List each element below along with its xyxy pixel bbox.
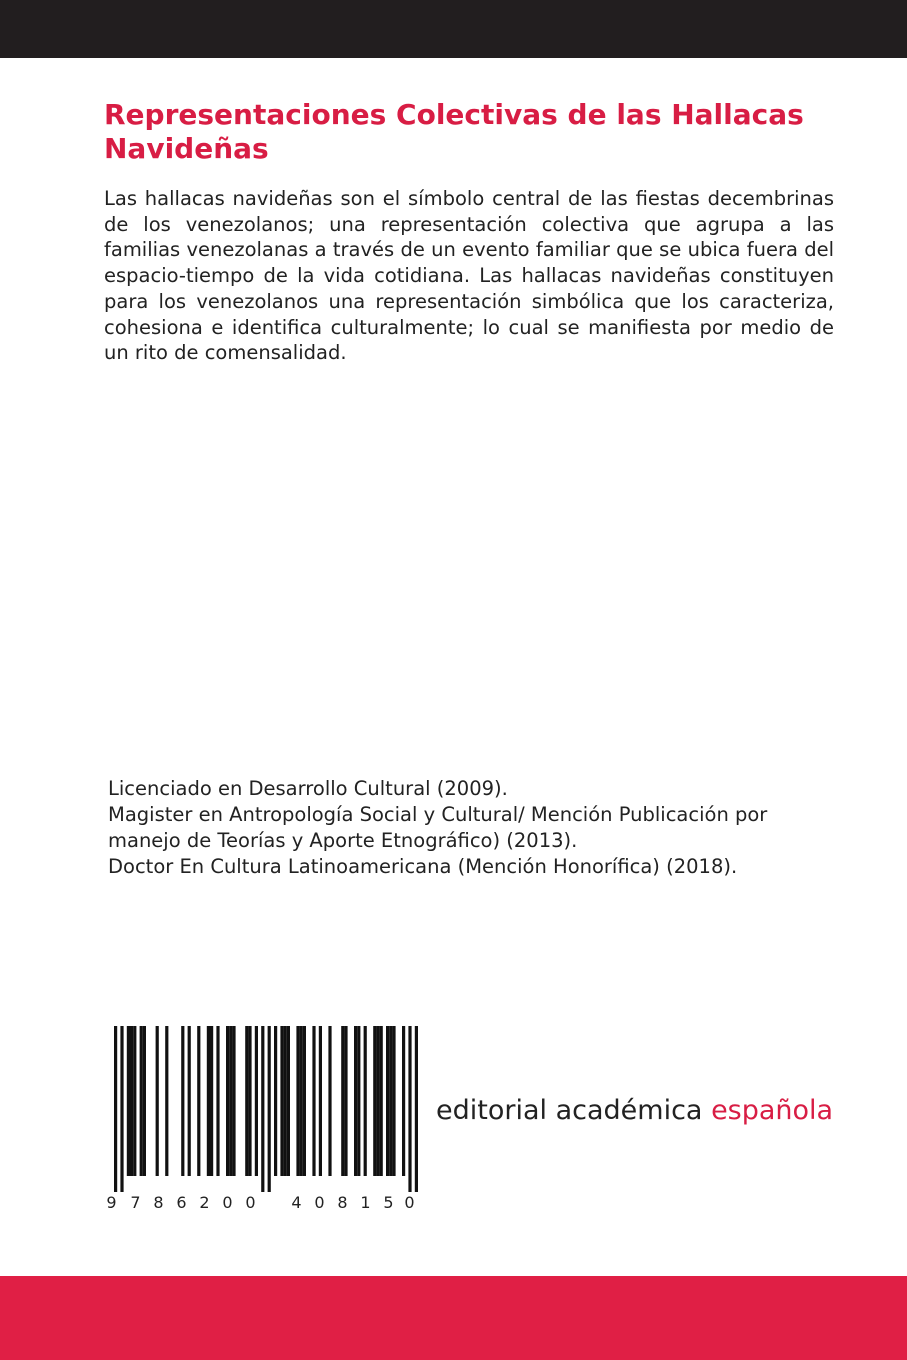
bio-line: manejo de Teorías y Aporte Etnográfico) (2013).: [108, 829, 578, 852]
book-title: Representaciones Colectivas de las Hallacas Navideñas: [104, 98, 804, 165]
barcode-bar: [284, 1026, 287, 1176]
barcode-bar: [376, 1026, 379, 1176]
publisher-name: editorial académica: [436, 1095, 703, 1126]
barcode-bar: [120, 1026, 123, 1192]
publisher-logo: [436, 1094, 833, 1128]
barcode-bar: [364, 1026, 367, 1176]
barcode-bar: [268, 1026, 271, 1192]
barcode-bar: [248, 1026, 251, 1176]
isbn-digit: 5: [383, 1193, 395, 1212]
barcode-bar: [255, 1026, 258, 1176]
barcode-bar: [415, 1026, 418, 1192]
isbn-digit: 6: [176, 1193, 188, 1212]
barcode-bar: [287, 1026, 290, 1176]
isbn-digit: 0: [314, 1193, 326, 1212]
bottom-band: [0, 1276, 907, 1360]
barcode-bar: [156, 1026, 159, 1176]
barcode-bar: [245, 1026, 248, 1176]
isbn-digit: 0: [245, 1193, 257, 1212]
barcode-bar: [319, 1026, 322, 1176]
isbn-digit: 8: [153, 1193, 165, 1212]
barcode-bar: [280, 1026, 283, 1176]
barcode-bar: [216, 1026, 219, 1176]
isbn-digit: 9: [106, 1193, 118, 1212]
barcode-bar: [133, 1026, 136, 1176]
barcode-bar: [357, 1026, 360, 1176]
barcode-bar: [402, 1026, 405, 1176]
isbn-digit: 0: [404, 1193, 416, 1212]
barcode-bar: [143, 1026, 146, 1176]
bio-line: Licenciado en Desarrollo Cultural (2009).: [108, 777, 508, 800]
barcode-bar: [232, 1026, 235, 1176]
isbn-digit: 0: [222, 1193, 234, 1212]
book-description: Las hallacas navideñas son el símbolo central de las fiestas decembrinas de los venezolanos; una representación colectiva que agrupa a las familias venezolanas a través de un evento familiar que se ubica fuera del espacio-tiempo de la vida cotidiana. Las hallacas navideñas constituyen para los venezolanos una representación simbólica que los caracteriza, cohesiona e identifica culturalmente; lo cual se manifiesta por medio de un rito de comensalidad.: [104, 187, 834, 365]
barcode-bars: [104, 1026, 424, 1196]
barcode-bar: [344, 1026, 347, 1176]
barcode-bar: [408, 1026, 411, 1192]
barcode-bar: [386, 1026, 389, 1176]
barcode-bar: [197, 1026, 200, 1176]
barcode-bar: [140, 1026, 143, 1176]
isbn-digit: 1: [360, 1193, 372, 1212]
barcode-bar: [229, 1026, 232, 1176]
bio-line: Doctor En Cultura Latinoamericana (Mención Honorífica) (2018).: [108, 855, 738, 878]
barcode-bar: [300, 1026, 303, 1176]
barcode-bar: [274, 1026, 277, 1176]
isbn-barcode: [104, 1026, 424, 1216]
barcode-bar: [261, 1026, 264, 1192]
barcode-bar: [312, 1026, 315, 1176]
top-band: [0, 0, 907, 58]
isbn-digit: 7: [130, 1193, 142, 1212]
barcode-bar: [207, 1026, 210, 1176]
barcode-bar: [389, 1026, 392, 1176]
barcode-bar: [296, 1026, 299, 1176]
isbn-digit: 4: [291, 1193, 303, 1212]
isbn-digit: 8: [337, 1193, 349, 1212]
barcode-bar: [392, 1026, 395, 1176]
bio-line: Magister en Antropología Social y Cultural/ Mención Publicación por: [108, 803, 768, 826]
barcode-bar: [188, 1026, 191, 1176]
barcode-bar: [303, 1026, 306, 1176]
isbn-digit: 2: [199, 1193, 211, 1212]
publisher-name-accent: española: [711, 1095, 834, 1126]
isbn-digits: [104, 1192, 414, 1214]
barcode-bar: [373, 1026, 376, 1176]
author-bio: [108, 776, 848, 880]
barcode-bar: [328, 1026, 331, 1176]
barcode-bar: [226, 1026, 229, 1176]
barcode-bar: [130, 1026, 133, 1176]
barcode-bar: [354, 1026, 357, 1176]
barcode-bar: [380, 1026, 383, 1176]
barcode-bar: [210, 1026, 213, 1176]
barcode-bar: [181, 1026, 184, 1176]
barcode-bar: [114, 1026, 117, 1192]
barcode-bar: [127, 1026, 130, 1176]
barcode-bar: [341, 1026, 344, 1176]
barcode-bar: [165, 1026, 168, 1176]
